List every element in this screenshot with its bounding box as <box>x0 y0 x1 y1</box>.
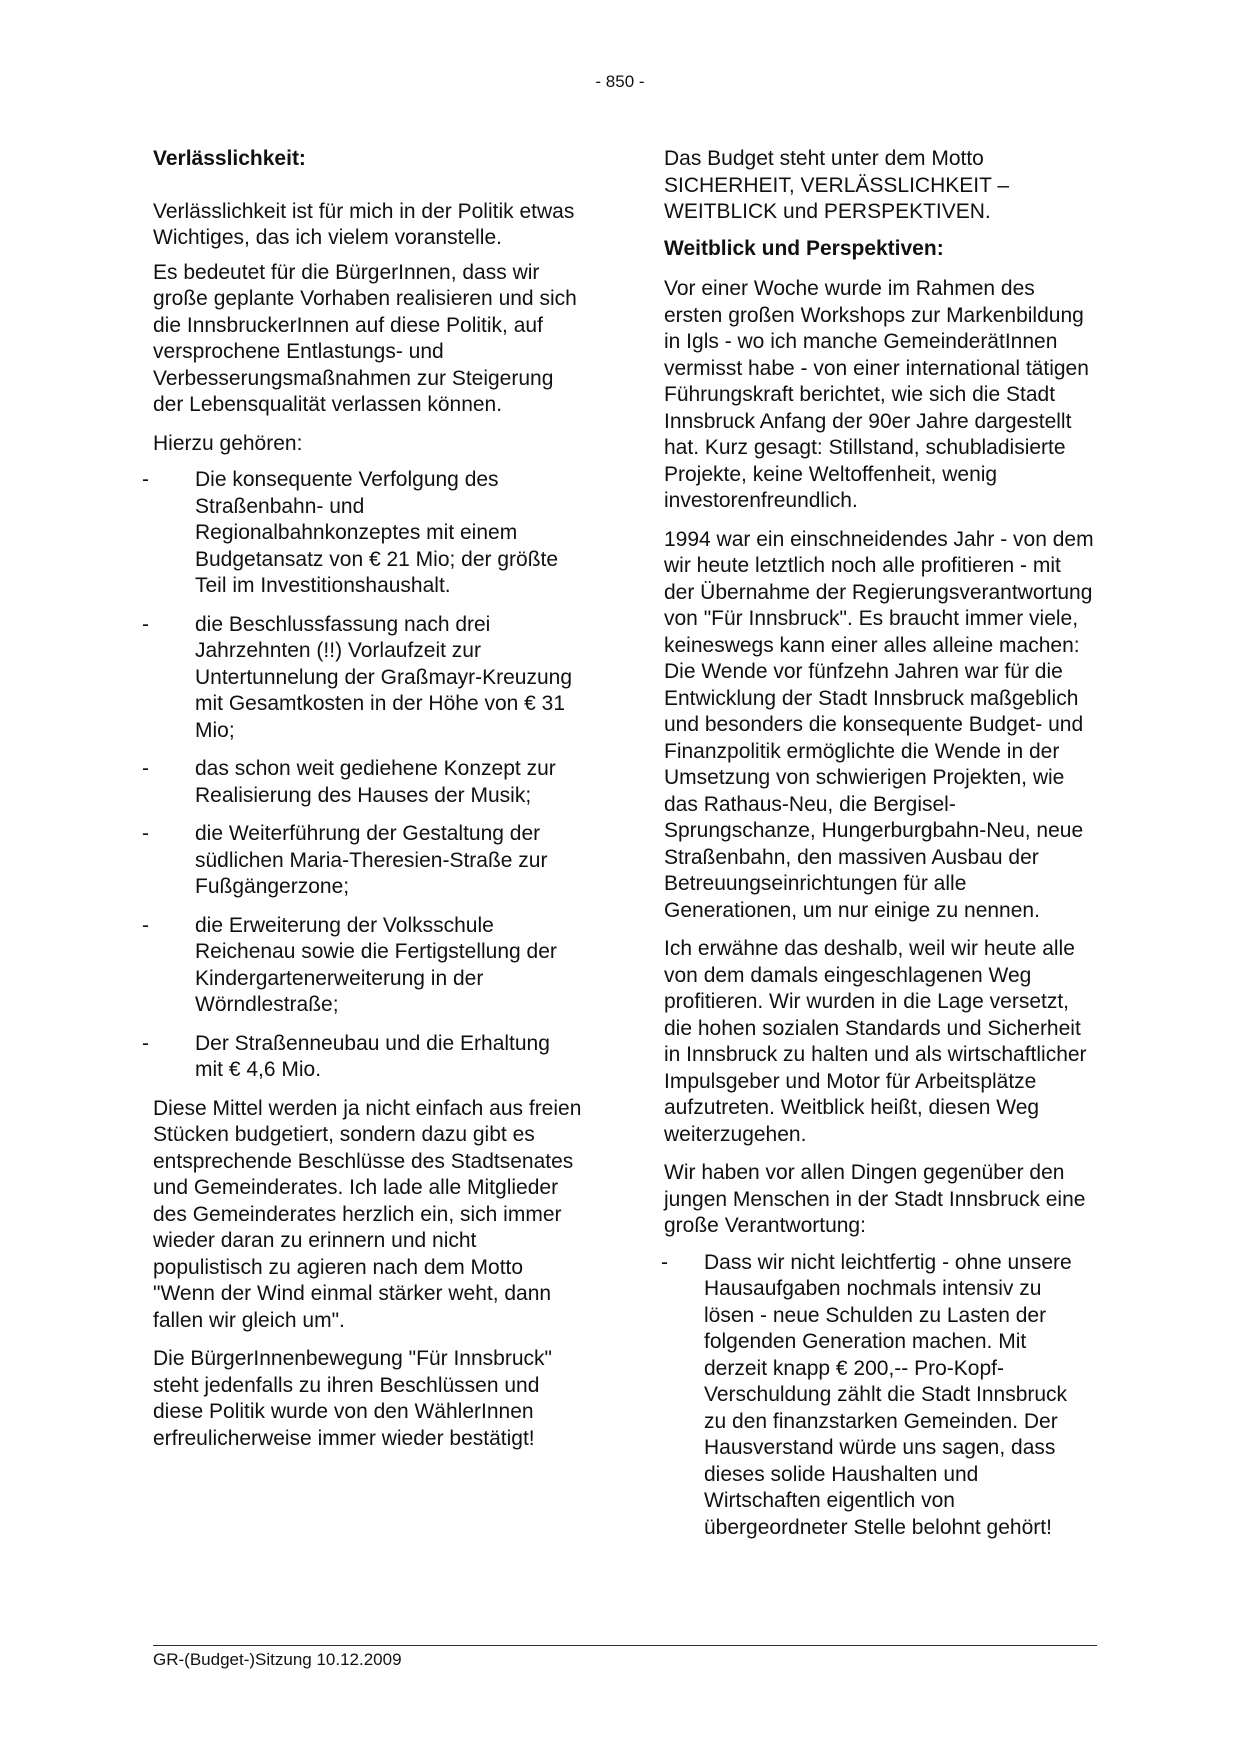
dash-bullet: - <box>142 612 149 636</box>
dash-bullet: - <box>142 757 149 780</box>
heading-reliability: Verlässlichkeit: <box>153 147 306 170</box>
left-paragraph-3: Diese Mittel werden ja nicht einfach aus freien Stücken budgetiert, sondern dazu gibt es entsprechende Beschlüsse des Stadtsenates und Gemeinderates. Ich lade alle Mitglieder des Gemeinderates herzlich ein, sich immer wieder daran zu erinnern und nicht populistisch zu agieren nach dem Motto "Wenn der Wind einmal stärker weht, dann fallen wir gleich um". <box>153 1096 582 1332</box>
footer-session-label: GR-(Budget-)Sitzung 10.12.2009 <box>153 1650 402 1669</box>
list-item: - das schon weit gediehene Konzept zur Realisierung des Hauses der Musik; <box>142 757 556 807</box>
dash-bullet: - <box>661 1250 668 1274</box>
list-item: - die Beschlussfassung nach drei Jahrzehnten (!!) Vorlaufzeit zur Untertunnelung der Graßmayr-Kreuzung mit Gesamtkosten in der Höhe von € 31 Mio; <box>142 612 573 742</box>
left-project-list <box>142 467 583 1084</box>
left-paragraph-2: Es bedeutet für die BürgerInnen, dass wir große geplante Vorhaben realisieren und sich die InnsbruckerInnen auf diese Politik, auf versprochene Entlastungs- und Verbesserungsmaßnahmen zur Steigerung der Lebensqualität verlassen können. <box>153 260 577 416</box>
right-paragraph-4: Ich erwähne das deshalb, weil wir heute alle von dem damals eingeschlagenen Weg profitieren. Wir wurden in die Lage versetzt, die hohen sozialen Standards und Sicherheit in Innsbruck zu halten und als wirtschaftlicher Impulsgeber und Motor für Arbeitsplätze aufzutreten. Weitblick heißt, diesen Weg weiterzugehen. <box>664 937 1087 1146</box>
left-paragraph-4: Die BürgerInnenbewegung "Für Innsbruck" steht jedenfalls zu ihren Beschlüssen und diese Politik wurde von den WählerInnen erfreulicherweise immer wieder bestätigt! <box>153 1347 552 1450</box>
right-responsibility-list <box>661 1250 1094 1542</box>
list-item: - die Weiterführung der Gestaltung der südlichen Maria-Theresien-Straße zur Fußgängerzone; <box>142 822 548 898</box>
heading-foresight: Weitblick und Perspektiven: <box>664 236 944 260</box>
dash-bullet: - <box>142 468 149 491</box>
right-paragraph-3: 1994 war ein einschneidendes Jahr - von dem wir heute letztlich noch alle profitieren - mit der Übernahme der Regierungsverantwortung von "Für Innsbruck". Es braucht immer viele, keineswegs kann einer alles alleine machen: Die Wende vor fünfzehn Jahren war für die Entwicklung der Stadt Innsbruck maßgeblich und besonders die konsequente Budget- und Finanzpolitik ermöglichte die Wende in der Umsetzung von schwierigen Projekten, wie das Rathaus-Neu, die Bergisel-Sprungschanze, Hungerburgbahn-Neu, neue Straßenbahn, den massiven Ausbau der Betreuungseinrichtungen für alle Generationen, um nur einige zu nennen. <box>664 527 1094 922</box>
list-item: - Dass wir nicht leichtfertig - ohne unsere Hausaufgaben nochmals intensiv zu lösen - neue Schulden zu Lasten der folgenden Generation machen. Mit derzeit knapp € 200,-- Pro-Kopf-Verschuldung zählt die Stadt Innsbruck zu den finanzstarken Gemeinden. Der Hausverstand würde uns sagen, dass dieses solide Haushalten und Wirtschaften eigentlich von übergeordneter Stelle belohnt gehört! <box>661 1250 1072 1539</box>
left-column <box>142 146 583 1464</box>
list-item: - die Erweiterung der Volksschule Reichenau sowie die Fertigstellung der Kindergartenerweiterung in der Wörndlestraße; <box>142 913 557 1016</box>
dash-bullet: - <box>142 822 149 845</box>
right-paragraph-motto: Das Budget steht unter dem Motto SICHERHEIT, VERLÄSSLICHKEIT – WEITBLICK und PERSPEKTIVEN. <box>664 147 1010 223</box>
dash-bullet: - <box>142 913 149 937</box>
footer-divider <box>153 1645 1097 1646</box>
left-list-intro: Hierzu gehören: <box>153 431 303 455</box>
dash-bullet: - <box>142 1031 149 1055</box>
page-number: - 850 - <box>595 72 645 91</box>
left-paragraph-1: Verlässlichkeit ist für mich in der Politik etwas Wichtiges, das ich vielem voranstelle. <box>153 199 575 249</box>
list-item: - Die konsequente Verfolgung des Straßenbahn- und Regionalbahnkonzeptes mit einem Budgetansatz von € 21 Mio; der größte Teil im Investitionshaushalt. <box>142 468 559 597</box>
right-column <box>661 146 1094 1553</box>
right-paragraph-2: Vor einer Woche wurde im Rahmen des ersten großen Workshops zur Markenbildung in Igls - wo ich manche GemeinderätInnen vermisst habe - von einer international tätigen Führungskraft berichtet, wie sich die Stadt Innsbruck Anfang der 90er Jahre dargestellt hat. Kurz gesagt: Stillstand, schubladisierte Projekte, keine Weltoffenheit, wenig investorenfreundlich. <box>664 277 1089 512</box>
right-paragraph-5: Wir haben vor allen Dingen gegenüber den jungen Menschen in der Stadt Innsbruck eine große Verantwortung: <box>664 1161 1086 1237</box>
list-item: - Der Straßenneubau und die Erhaltung mit € 4,6 Mio. <box>142 1031 550 1081</box>
